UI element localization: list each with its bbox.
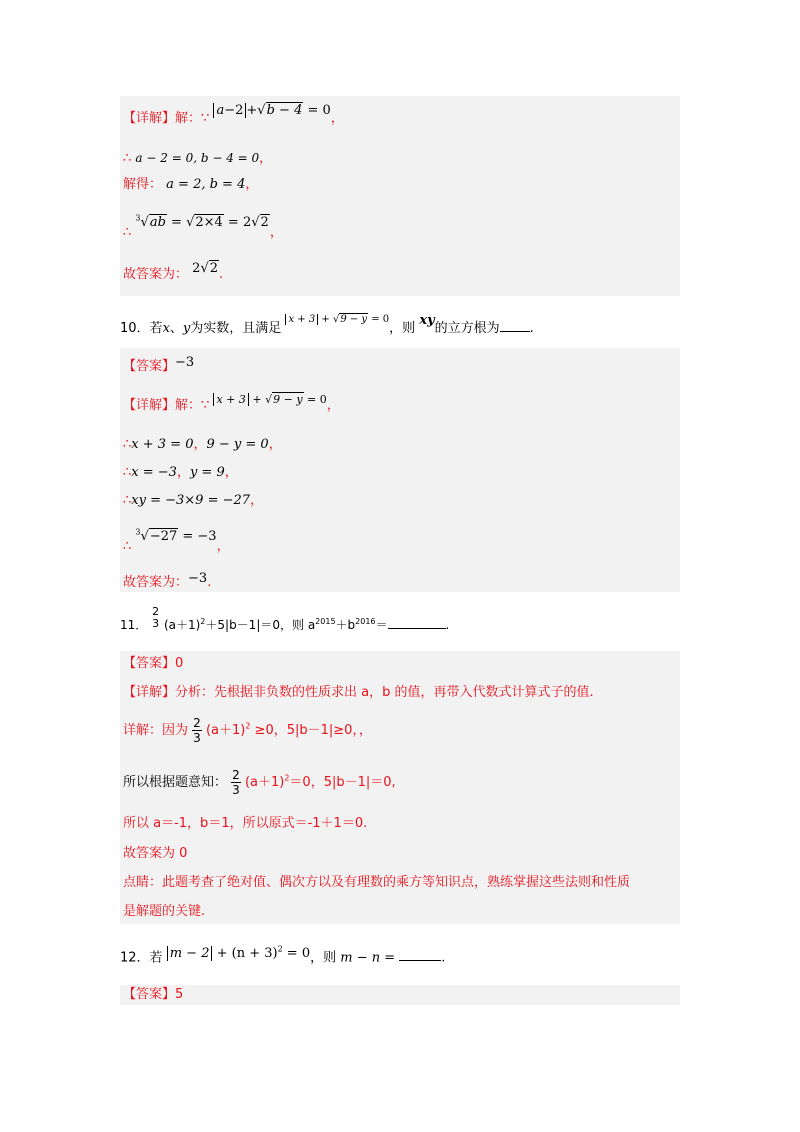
punct: ，: [259, 151, 273, 166]
math-var: x: [162, 321, 170, 336]
sol11-line-1: [123, 684, 594, 702]
question-number: 10．: [120, 321, 150, 336]
fraction-denominator: 3: [232, 783, 240, 797]
math-expression: $^3$√ab = √2×4 = 2√2: [135, 214, 269, 231]
math-expression: m − n =: [340, 950, 400, 966]
question-12: [120, 945, 445, 967]
question-text: (a＋1): [163, 618, 201, 632]
sol-text: 分析：先根据非负数的性质求出 a，b 的值，再带入代数式计算式子的值.: [175, 685, 594, 700]
sol-text: 所以根据题意知：: [123, 775, 228, 790]
math-expression: xy = −3×9 = −27: [131, 493, 251, 508]
answer-label: 【答案】: [123, 656, 176, 671]
solution-block-q12: [120, 985, 680, 1005]
math-abs: x + 3: [285, 314, 318, 325]
math-expression: x + 3 + √9 − y = 0: [213, 393, 326, 406]
fraction-numerator: 2: [193, 716, 201, 730]
math-radicand: 9 − y: [273, 393, 303, 406]
math-part: +: [248, 393, 266, 406]
root-index: 3: [135, 214, 141, 223]
sol-text: 所以 a＝-1，b＝1，所以原式＝-1＋1＝0.: [123, 816, 368, 831]
math-var: xy: [419, 313, 435, 328]
fraction-numerator: 2: [232, 768, 240, 782]
math-expression: [167, 946, 310, 961]
sol-text: 解得：: [123, 177, 163, 192]
therefore-symbol: ∴: [123, 493, 132, 508]
sol11-line-5: [123, 845, 187, 863]
punct: ，: [326, 398, 340, 413]
punct: .: [441, 950, 446, 966]
fraction: [151, 606, 160, 630]
question-10: [120, 313, 534, 339]
sol10-answer: [123, 355, 195, 376]
math-expression: x + 3 + √9 − y = 0: [285, 314, 389, 325]
sol9-line-4: [123, 210, 283, 241]
sol-text: 详解：因为: [123, 723, 189, 738]
sol9-line-5: [123, 261, 224, 284]
math-expression: x + 3 = 0: [131, 437, 194, 452]
punct: .: [219, 267, 224, 282]
punct: ，: [224, 465, 238, 480]
math-abs: x + 3: [213, 393, 248, 406]
sol10-line-5: [123, 524, 230, 555]
answer-label: 【答案】: [123, 359, 176, 374]
math-part: 2: [192, 261, 201, 276]
punct: .: [445, 618, 450, 632]
sol11-line-7: [123, 903, 205, 921]
math-part: +: [246, 103, 258, 118]
question-text: ＝: [375, 618, 388, 632]
math-part: −2: [224, 103, 244, 118]
math-expression: a − 2 = 0, b − 4 = 0: [135, 151, 260, 165]
therefore-symbol: ∴: [123, 539, 132, 555]
math-radicand: 2: [260, 215, 269, 231]
math-expression: 2√2: [192, 261, 219, 276]
math-expression: y = 9: [189, 465, 225, 480]
math-radicand: b − 4: [266, 103, 303, 118]
sol10-line-3: [123, 464, 238, 482]
punct: ，: [268, 437, 282, 452]
detail-label: 【详解】: [123, 398, 176, 413]
answer-blank[interactable]: [388, 628, 446, 629]
comment-text: 点睛：此题考查了绝对值、偶次方以及有理数的乘方等知识点，熟练掌握这些法则和性质: [123, 875, 631, 890]
question-text: 若: [149, 950, 163, 966]
therefore-symbol: ∴: [123, 437, 132, 452]
math-expression: a = 2, b = 4: [166, 177, 246, 192]
exponent: 2: [284, 773, 290, 783]
math-part: + (n + 3): [212, 946, 278, 962]
math-part: =: [166, 215, 187, 231]
sol-text: 解：: [175, 398, 202, 413]
exponent: 2: [245, 721, 251, 731]
because-symbol: ∵: [201, 111, 210, 126]
math-part: +: [318, 314, 333, 325]
math-radicand: −27: [149, 529, 178, 545]
punct: ，: [245, 177, 259, 192]
sol12-answer: [123, 986, 183, 1004]
answer-blank[interactable]: [500, 331, 530, 332]
question-number: 12．: [120, 950, 150, 966]
sol-text: ≥0，5|b－1|≥0，，: [250, 723, 372, 738]
question-body: [164, 618, 449, 632]
sol10-line-2: [123, 436, 282, 454]
math-expression: 9 − y = 0: [206, 437, 269, 452]
sol9-line-2: [123, 149, 272, 168]
math-radicand: 2: [209, 261, 219, 276]
math-expression: x = −3: [131, 465, 177, 480]
exponent: 2: [200, 617, 206, 626]
sol11-line-4: [123, 815, 367, 833]
sol-text: (a＋1): [244, 775, 285, 790]
punct: ，: [176, 465, 190, 480]
math-expression: $^3$√−27 = −3: [135, 528, 217, 545]
question-number: 11．: [120, 618, 148, 632]
math-abs: m − 2: [167, 946, 213, 961]
question-11: [120, 605, 449, 630]
punct: ，: [330, 111, 344, 126]
question-text: ，则: [389, 321, 416, 336]
therefore-symbol: ∴: [123, 151, 132, 166]
math-part: = −3: [178, 529, 217, 545]
answer-value: 5: [175, 987, 184, 1002]
sol11-line-3: [123, 768, 396, 797]
therefore-symbol: ∴: [123, 465, 132, 480]
math-expression: a−2 +√b − 4 = 0: [213, 103, 330, 118]
sol-text: ＝0，5|b－1|＝0,: [289, 775, 396, 790]
answer-blank[interactable]: [399, 960, 441, 961]
punct: ，: [216, 539, 230, 555]
fraction-denominator: 3: [152, 616, 160, 630]
punct: .: [529, 321, 534, 336]
punct: ，: [193, 437, 207, 452]
exponent: 2016: [355, 617, 376, 626]
answer-value: 0: [175, 656, 184, 671]
sol-text: (a＋1): [205, 723, 246, 738]
math-var: a: [216, 103, 225, 118]
question-text: 若: [149, 321, 163, 336]
sol-text: 解：: [175, 111, 202, 126]
detail-label: 【详解】: [123, 685, 176, 700]
because-symbol: ∵: [201, 398, 210, 413]
sol10-line-6: [123, 571, 212, 592]
question-text: ＋5|b－1|＝0，则 a: [205, 618, 316, 632]
sol11-answer: [123, 655, 183, 673]
math-part: = 0: [282, 946, 311, 962]
fraction: [192, 716, 202, 745]
math-radicand: ab: [149, 215, 166, 231]
math-var: y: [182, 321, 191, 336]
answer-label: 故答案为：: [123, 575, 189, 590]
math-part: = 2: [223, 215, 252, 231]
math-part: = 0: [303, 103, 331, 118]
exponent: 2015: [315, 617, 336, 626]
punct: .: [207, 575, 212, 590]
sol11-line-2: [123, 716, 372, 745]
question-text: 的立方根为: [434, 321, 500, 336]
fraction: [231, 768, 241, 797]
fraction-denominator: 3: [193, 731, 201, 745]
sol10-line-4: [123, 492, 263, 510]
question-text: ＋b: [335, 618, 356, 632]
sol11-line-6: [123, 874, 630, 892]
math-part: = 0: [368, 314, 390, 325]
exponent: 2: [277, 945, 283, 954]
answer-label: 【答案】: [123, 987, 176, 1002]
sol-text: 故答案为 0: [123, 846, 188, 861]
sol9-line-1: [123, 103, 344, 128]
answer-label: 故答案为：: [123, 267, 189, 282]
math-radicand: 2×4: [195, 215, 223, 231]
comment-text: 是解题的关键.: [123, 904, 206, 919]
math-radicand: 9 − y: [340, 314, 368, 325]
question-text: 为实数，且满足: [190, 321, 282, 336]
math-expression: −3: [175, 355, 195, 370]
math-part: = 0: [303, 393, 327, 406]
root-index: 3: [135, 528, 141, 537]
question-text: 、: [169, 321, 183, 336]
sol9-line-3: [123, 176, 258, 194]
punct: ，: [250, 493, 264, 508]
sol10-line-1: [123, 393, 340, 415]
question-text: ，则: [310, 950, 337, 966]
math-expression: −3: [188, 571, 208, 586]
detail-label: 【详解】: [123, 111, 176, 126]
therefore-symbol: ∴: [123, 225, 132, 241]
fraction-numerator: 2: [152, 604, 160, 618]
punct: ，: [269, 225, 283, 241]
